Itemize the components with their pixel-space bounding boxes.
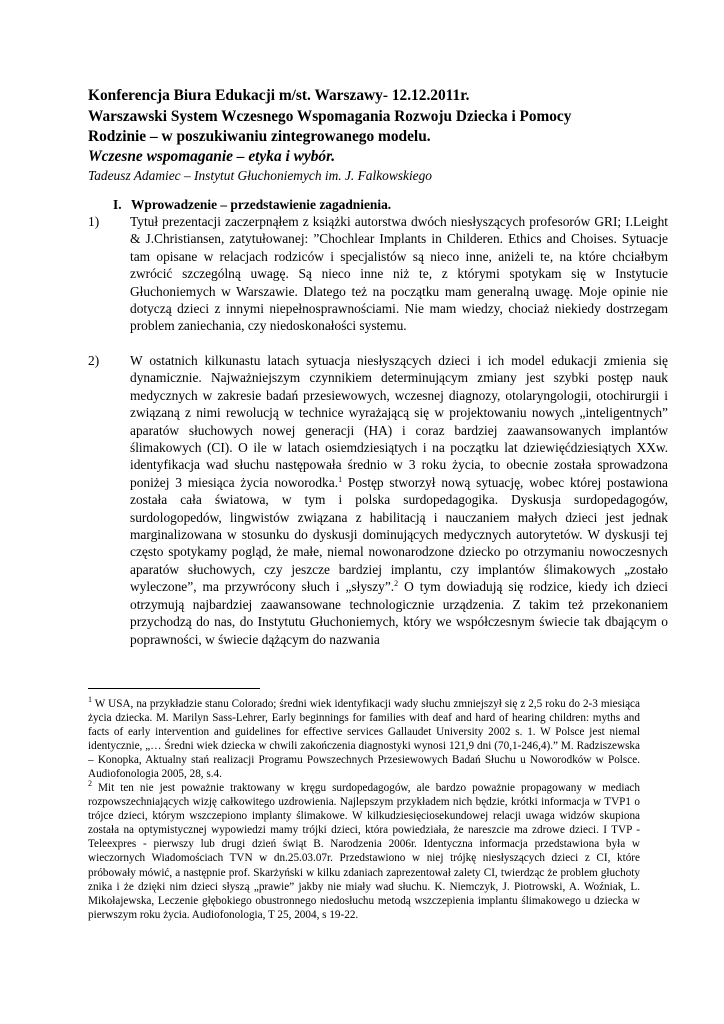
paragraph-text-part: Postęp stworzył nową sytuację, wobec której postawiona została cała światowa, w tym i polska surdopedagogika. Dyskusja surdopedagogów, surdologopedów, lingwistów związana z habilitacją i nauczaniem małych dzieci jest jednak marginalizowana w stosunku do dyskusji dominujących medycznych autorytetów. W dyskusji tej często spotykamy pogląd, że małe, niemal nowonarodzone dziecko po otrzymaniu nowoczesnych aparatów słuchowych, czy jeszcze bardziej implantu, czy implantów ślimakowych „zostało wyleczone”, ma przywrócony słuch i „słyszy”. [130, 474, 668, 595]
footnote-marker: 2 [88, 779, 92, 788]
footnote-divider [88, 688, 260, 689]
program-title: Warszawski System Wczesnego Wspomagania Rozwoju Dziecka i Pomocy [88, 108, 572, 125]
author-line: Tadeusz Adamiec – Instytut Głuchoniemych im. J. Falkowskiego [88, 168, 433, 183]
footnote-1 [88, 697, 640, 782]
footnote-2 [88, 781, 640, 922]
footnote-ref-2[interactable]: 2 [394, 579, 399, 589]
footnote-text: Mit ten nie jest poważnie traktowany w kręgu surdopedagogów, ale bardzo poważnie propagowany w mediach rozpowszechniających wizję całkowitego uzdrowienia. Najlepszym przykładem nich będzie, krótki informacja w TVP1 o trójce dzieci, którym wszczepiono implanty ślimakowe. W kilkudziesięciosekundowej relacji uwaga widzów skupiona została na optymistycznej wypowiedzi mamy trójki dzieci, która powiedziała, że nareszcie ma zdrowe dzieci. I TVP -Teleexpres - pierwszy lub drugi dzień świąt B. Narodzenia 2006r. Identyczna informacja przedstawiona była w wieczornych Wiadomościach TVN w dn.25.03.07r. Przedstawiono w niej trójkę niesłyszących dzieci z CI, które próbowały mówić, a następnie prof. Skarżyński w kilku zdaniach zaprezentował zalety CI, twierdząc że problem głuchoty znika i że dzięki nim dzieci słyszą „prawie” jakby nie miały wad słuchu. K. Niemczyk, J. Piotrowski, A. Woźniak, L. Mikołajewska, Leczenie głębokiego obustronnego niedosłuchu metodą wszczepienia implantu ślimakowego u dziecka w pierwszym roku życia. Audiofonologia, T 25, 2004, s 19-22. [88, 782, 640, 921]
section-number: I. [113, 197, 122, 212]
paragraph-text-part: O tym dowiadują się rodzice, kiedy ich dzieci otrzymują najbardziej zaawansowane technologicznie urządzenia. Z takim też przekonaniem przychodzą do nas, do Instytutu Głuchoniemych, który we współczesnym świecie tak dbającym o poprawności, w świecie dążącym do nazwania [130, 579, 668, 647]
paragraph-marker: 1) [88, 214, 100, 229]
paragraph-text-part: W ostatnich kilkunastu latach sytuacja niesłyszących dzieci i ich model edukacji zmienia się dynamicznie. Najważniejszym czynnikiem determinującym zmiany jest szybki postęp nauk medycznych w zakresie badań przesiewowych, wczesnej diagnozy, otolaryngologii, otochirurgii i związaną z nimi rewolucją w technice wyrażającą się w projektowaniu nowych „inteligentnych” aparatów słuchowych nowej generacji (HA) i coraz bardziej zaawansowanych implantów ślimakowych (CI). O ile w latach osiemdziesiątych i na początku lat dziewięćdziesiątych XXw. identyfikacja wad słuchu następowała średnio w 3 roku życia, to obecnie została sprowadzona poniżej 3 miesiąca życia noworodka. [130, 353, 668, 490]
paragraph-1 [88, 213, 668, 335]
paragraph-2 [88, 352, 668, 648]
conference-title: Konferencja Biura Edukacji m/st. Warszawy- 12.12.2011r. [88, 87, 470, 104]
footnote-ref-1[interactable]: 1 [338, 474, 343, 484]
section-heading-text: Wprowadzenie – przedstawienie zagadnienia. [131, 197, 392, 212]
footnote-marker: 1 [88, 695, 92, 704]
footnote-text: W USA, na przykładzie stanu Colorado; średni wiek identyfikacji wady słuchu zmniejszył się z 2,5 roku do 2-3 miesiąca życia dziecka. M. Marilyn Sass-Lehrer, Early beginnings for families with deaf and hard of hearing children: myths and facts of early intervention and guidelines for effective services Gallaudet University 2002 s. 1. W Polsce jest niemal identycznie, „… Średni wiek dziecka w chwili zakończenia diagnostyki wynosi 121,9 dni (70,1-246,4).” M. Radziszewska – Konopka, Aktualny stań realizacji Programu Powszechnych Przesiewowych Badań Słuchu u Noworodków w Polsce. Audiofonologia 2005, 28, s.4. [88, 698, 640, 781]
paragraph-marker: 2) [88, 353, 100, 368]
program-title-continued: Rodzinie – w poszukiwaniu zintegrowanego modelu. [88, 128, 431, 145]
paragraph-text: Tytuł prezentacji zaczerpnąłem z książki autorstwa dwóch niesłyszących profesorów GRI; I.Leight & J.Christiansen, zatytułowanej: ”Chochlear Implants in Childeren. Ethics and Choises. Sytuacje tam opisane w relacjach rodziców i specjalistów są nieco inne, aniżeli te, na które chciałbym zwrócić szczególną uwagę. Są nieco inne niż te, z którymi spotykam się w Instytucie Głuchoniemych w Warszawie. Dlatego też na początku mam generalną uwagę. Moje opinie nie dotyczą dzieci z innymi niepełnosprawnościami. Nie mam wiedzy, chociaż niekiedy dostrzegam problem zaniechania, czy niedoskonałości systemu. [130, 214, 668, 334]
section-heading [113, 197, 391, 213]
presentation-subtitle: Wczesne wspomaganie – etyka i wybór. [88, 148, 336, 165]
paragraph-text [130, 352, 668, 648]
